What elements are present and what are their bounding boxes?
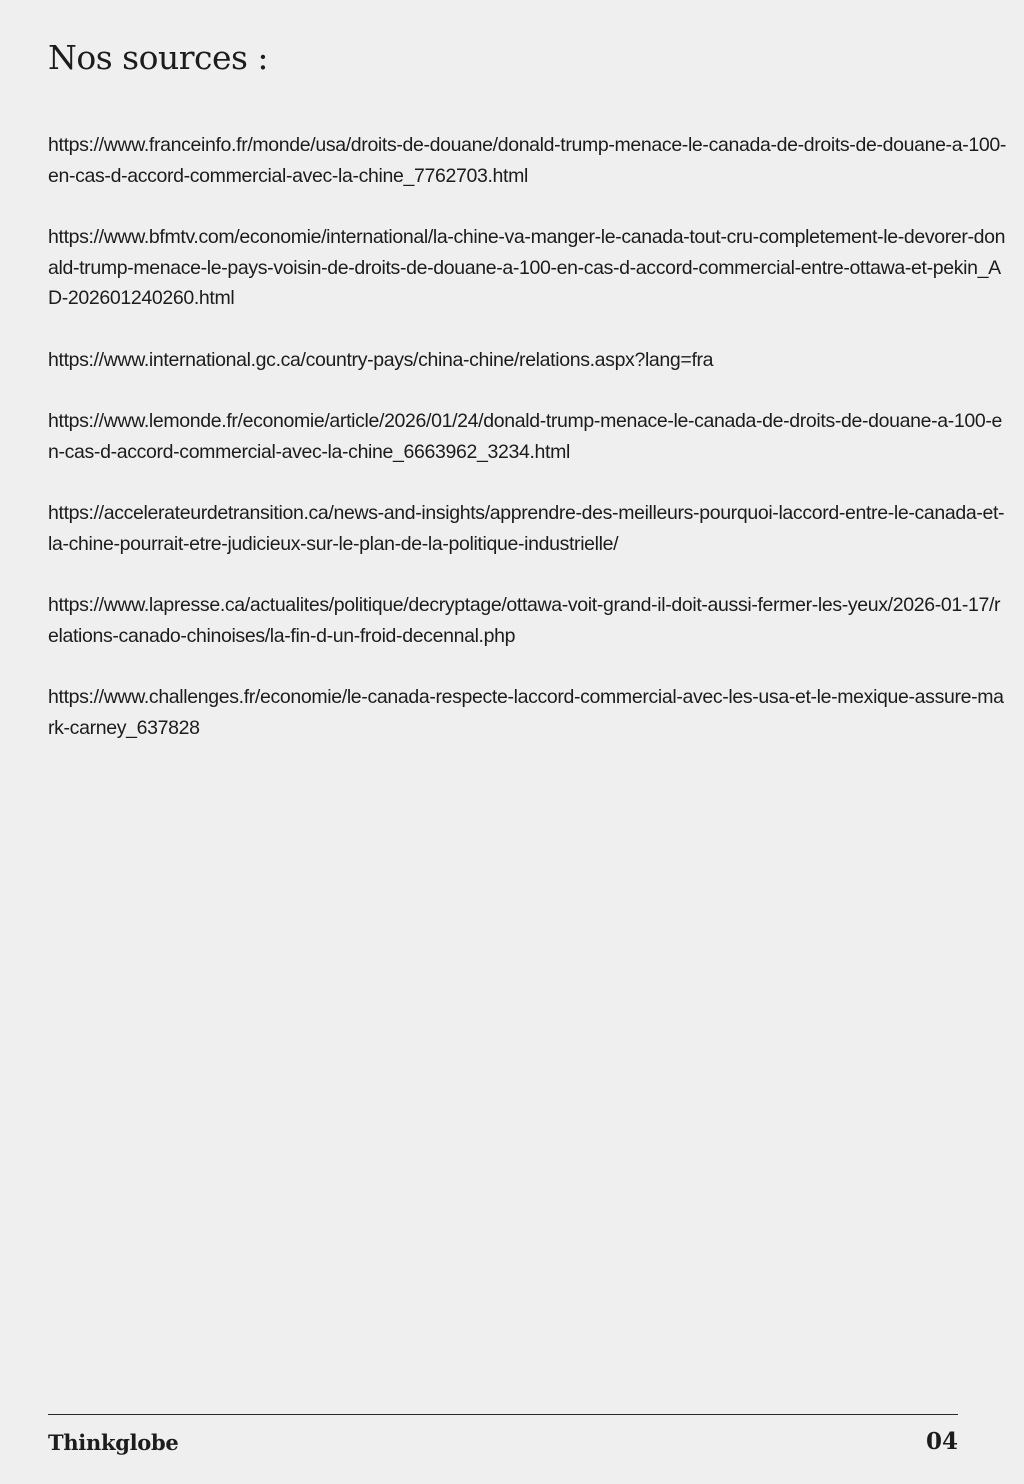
footer-divider xyxy=(48,1414,958,1415)
list-item xyxy=(48,590,1006,651)
footer-brand: Thinkglobe xyxy=(48,1430,179,1455)
list-item xyxy=(48,130,1006,191)
source-link[interactable]: https://www.international.gc.ca/country-pays/china-chine/relations.aspx?lang=fra xyxy=(48,348,714,371)
page-title: Nos sources : xyxy=(48,38,269,77)
page-number: 04 xyxy=(925,1428,958,1455)
source-link[interactable]: https://www.franceinfo.fr/monde/usa/droits-de-douane/donald-trump-menace-le-canada-de-droits-de-douane-a-100-en-cas-d-accord-commercial-avec-la-chine_7762703.html xyxy=(48,134,1006,187)
source-link[interactable]: https://www.bfmtv.com/economie/international/la-chine-va-manger-le-canada-tout-cru-completement-le-devorer-donald-trump-menace-le-pays-voisin-de-droits-de-douane-a-100-en-cas-d-accord-commercial-entre-ottawa-et-pekin_AD-202601240260.html xyxy=(48,226,1006,309)
list-item xyxy=(48,498,1006,559)
list-item xyxy=(48,682,1006,743)
source-link[interactable]: https://www.lapresse.ca/actualites/politique/decryptage/ottawa-voit-grand-il-doit-aussi-fermer-les-yeux/2026-01-17/relations-canado-chinoises/la-fin-d-un-froid-decennal.php xyxy=(48,594,1001,647)
list-item xyxy=(48,345,1006,376)
list-item xyxy=(48,406,1006,467)
source-link[interactable]: https://www.challenges.fr/economie/le-canada-respecte-laccord-commercial-avec-les-usa-et-le-mexique-assure-mark-carney_637828 xyxy=(48,686,1004,739)
list-item xyxy=(48,222,1006,314)
sources-list xyxy=(48,130,1006,774)
source-link[interactable]: https://accelerateurdetransition.ca/news-and-insights/apprendre-des-meilleurs-pourquoi-laccord-entre-le-canada-et-la-chine-pourrait-etre-judicieux-sur-le-plan-de-la-politique-industrielle/ xyxy=(48,502,1005,555)
source-link[interactable]: https://www.lemonde.fr/economie/article/2026/01/24/donald-trump-menace-le-canada-de-droits-de-douane-a-100-en-cas-d-accord-commercial-avec-la-chine_6663962_3234.html xyxy=(48,410,1002,463)
